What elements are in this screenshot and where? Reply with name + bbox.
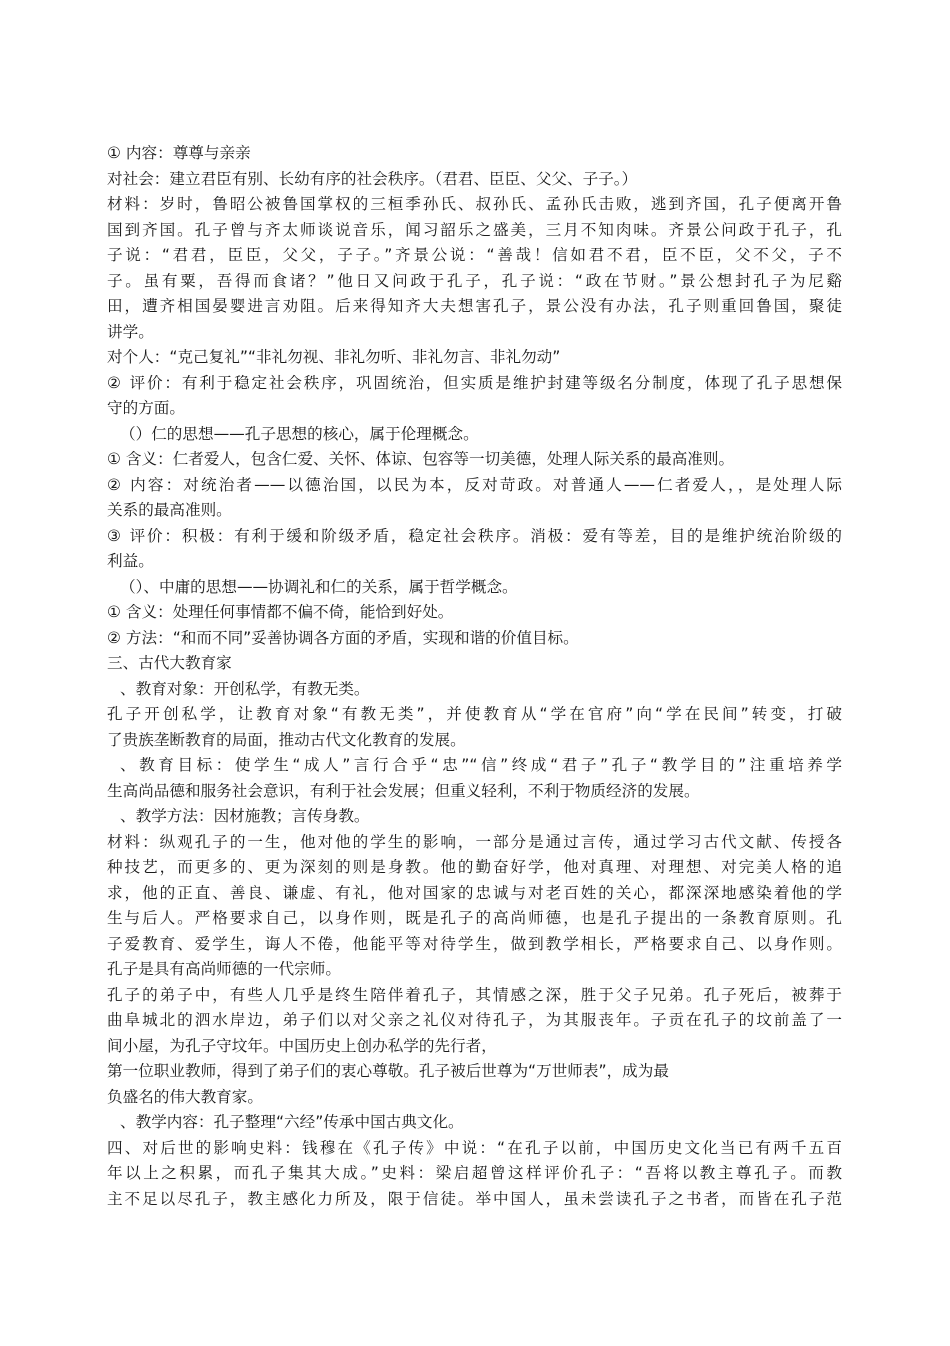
- text-line: 讲学。: [107, 322, 154, 341]
- text-line: 对个人：“克己复礼”“非礼勿视、非礼勿听、非礼勿言、非礼勿动”: [107, 348, 561, 366]
- text-line: 种技艺，而更多的、更为深刻的则是身教。他的勤奋好学，他对真理、对理想、对完美人格的追: [107, 858, 842, 876]
- text-line: 、教育目标：使学生“成人”言行合乎“忠”“信”终成“君子”孔子“教学目的”注重培养学: [120, 756, 842, 774]
- text-line: ② 方法：“和而不同”妥善协调各方面的矛盾，实现和谐的价值目标。: [107, 628, 579, 647]
- text-line: 了贵族垄断教育的局面，推动古代文化教育的发展。: [107, 730, 466, 749]
- text-line: 间小屋，为孔子守坟年。中国历史上创办私学的先行者，: [107, 1036, 497, 1055]
- text-line: 守的方面。: [107, 399, 185, 417]
- text-line: 关系的最高准则。: [107, 501, 232, 519]
- text-line: 子爱教育、爱学生，诲人不倦，他能平等对待学生，做到教学相长，严格要求自己、以身作则。: [107, 934, 842, 953]
- text-line: 对社会：建立君臣有别、长幼有序的社会秩序。（君君、臣臣、父父、子子。）: [107, 169, 638, 188]
- text-line: 材料：岁时，鲁昭公被鲁国掌权的三桓季孙氏、叔孙氏、孟孙氏击败，逃到齐国，孔子便离开鲁: [107, 195, 842, 213]
- document-body: [107, 141, 842, 1212]
- text-line: 四、对后世的影响史料：钱穆在《孔子传》中说：“在孔子以前，中国历史文化当已有两千五百: [107, 1138, 842, 1157]
- text-line: 孔子是具有高尚师德的一代宗师。: [107, 960, 341, 978]
- text-line: 三、古代大教育家: [107, 654, 232, 672]
- text-line: 子说：“君君，臣臣，父父，子子。”齐景公说：“善哉！信如君不君，臣不臣，父不父，子不: [107, 246, 842, 264]
- text-line: 孔子的弟子中，有些人几乎是终生陪伴着孔子，其情感之深，胜于父子兄弟。孔子死后，被葬于: [107, 985, 842, 1004]
- text-line: （）仁的思想——孔子思想的核心，属于伦理概念。: [120, 424, 479, 443]
- text-line: 主不足以尽孔子，教主感化力所及，限于信徒。举中国人，虽未尝读孔子之书者，而皆在孔子范: [107, 1189, 842, 1208]
- text-line: 孔子开创私学，让教育对象“有教无类”，并使教育从“学在官府”向“学在民间”转变，打破: [107, 705, 842, 723]
- text-line: 材料：纵观孔子的一生，他对他的学生的影响，一部分是通过言传，通过学习古代文献、传授各: [107, 832, 842, 851]
- text-line: 国到齐国。孔子曾与齐太师谈说音乐，闻习韶乐之盛美，三月不知肉味。齐景公问政于孔子，孔: [107, 220, 842, 239]
- text-line: 利益。: [107, 552, 154, 570]
- text-line: ① 含义：仁者爱人，包含仁爱、关怀、体谅、包容等一切美德，处理人际关系的最高准则。: [107, 450, 735, 468]
- text-line: 田，遭齐相国晏婴进言劝阻。后来得知齐大夫想害孔子，景公没有办法，孔子则重回鲁国，聚徒: [107, 297, 842, 315]
- text-line: 子。虽有粟，吾得而食诸？”他日又问政于孔子，孔子说：“政在节财。”景公想封孔子为尼谿: [107, 271, 842, 290]
- text-line: ② 评价：有利于稳定社会秩序，巩固统治，但实质是维护封建等级名分制度，体现了孔子思想保: [107, 373, 842, 392]
- text-line: ② 内容：对统治者——以德治国，以民为本，反对苛政。对普通人——仁者爱人，，是处理人际: [107, 475, 842, 494]
- text-line: ① 含义：处理任何事情都不偏不倚，能恰到好处。: [107, 603, 454, 621]
- text-line: 、教学内容：孔子整理“六经”传承中国古典文化。: [120, 1113, 464, 1131]
- text-line: ① 内容：尊尊与亲亲: [107, 144, 251, 162]
- text-line: 负盛名的伟大教育家。: [107, 1087, 263, 1106]
- text-line: 、教学方法：因材施教；言传身教。: [120, 807, 370, 825]
- text-line: 、教育对象：开创私学，有教无类。: [120, 679, 370, 698]
- text-line: 生与后人。严格要求自己，以身作则，既是孔子的高尚师德，也是孔子提出的一条教育原则。孔: [107, 909, 842, 927]
- text-line: 求，他的正直、善良、谦虚、有礼，他对国家的忠诚与对老百姓的关心，都深深地感染着他的学: [107, 883, 842, 902]
- text-line: 曲阜城北的泗水岸边，弟子们以对父亲之礼仪对待孔子，为其服丧年。子贡在孔子的坟前盖了一: [107, 1011, 842, 1029]
- text-line: 第一位职业教师，得到了弟子们的衷心尊敬。孔子被后世尊为“万世师表”，成为最: [107, 1062, 669, 1080]
- text-line: 年以上之积累，而孔子集其大成。”史料：梁启超曾这样评价孔子：“吾将以教主尊孔子。而教: [107, 1164, 842, 1182]
- text-line: ③ 评价：积极：有利于缓和阶级矛盾，稳定社会秩序。消极：爱有等差，目的是维护统治阶级的: [107, 526, 842, 545]
- text-line: （）、中庸的思想——协调礼和仁的关系，属于哲学概念。: [120, 577, 518, 596]
- text-line: 生高尚品德和服务社会意识，有利于社会发展；但重义轻利，不利于物质经济的发展。: [107, 781, 700, 800]
